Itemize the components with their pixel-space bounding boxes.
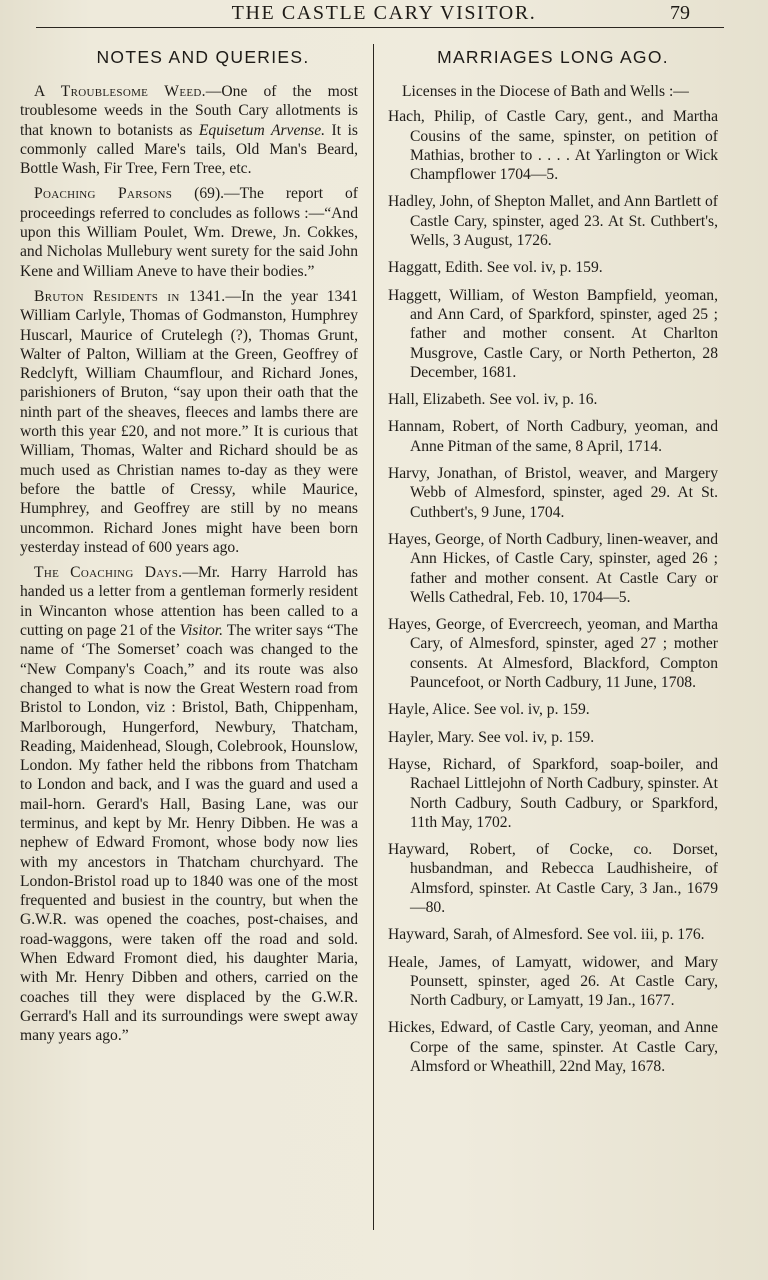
marriage-entry: Hach, Philip, of Castle Cary, gent., and Martha Cousins of the same, spinster, on petition of Mathias, brother to . . . . At Yarlington or Wick Champflower 1704—5. [388, 108, 718, 184]
note-text: It is commonly called Mare's tails, Old Man's Beard, Bottle Wash, Fir Tree, Fern Tree, etc. [20, 121, 358, 178]
marriage-entry: Hayes, George, of North Cadbury, linen-weaver, and Ann Hickes, of Castle Cary, spinster, aged 26 ; father and mother consent. At Castle Cary or Wells Cathedral, Feb. 10, 1704—5. [388, 530, 718, 606]
notes-column [20, 46, 358, 1052]
note-troublesome-weed [20, 82, 358, 178]
marriage-entry: Hayward, Robert, of Cocke, co. Dorset, husbandman, and Rebecca Laudhisheire, of Almsford, spinster. At Castle Cary, 3 Jan., 1679—80. [388, 841, 718, 916]
marriages-column [388, 46, 718, 1084]
note-italic: Visitor. [179, 622, 224, 640]
marriage-entry: Hickes, Edward, of Castle Cary, yeoman, and Anne Corpe of the same, spinster. At Castle Cary, Almsford or Wheathill, 22nd May, 1678. [388, 1019, 718, 1076]
marriage-entry: Harvy, Jonathan, of Bristol, weaver, and Margery Webb of Almesford, spinster, aged 29. At St. Cuthbert's, 9 June, 1704. [388, 465, 718, 521]
note-text: —Mr. Harry Harrold has handed us a letter from a gentleman formerly resident in Wincanton whose attention has been called to a cutting on page 21 of the [20, 564, 358, 640]
note-title: Bruton Residents in 1341. [34, 287, 226, 305]
note-text: —One of the most troublesome weeds in the South Cary allotments is that known to botanists as [20, 83, 358, 139]
note-bruton-residents [20, 287, 358, 557]
marriages-intro: Licenses in the Diocese of Bath and Wells :— [402, 83, 689, 100]
note-text: The writer says “The name of ‘The Somerset’ coach was changed to the “New Company's Coach,” and its route was also changed to what is now the Great Western road from Bristol to London, viz : Bristol, Bath, Chippenham, Marlborough, Hungerford, Newbury, Thatcham, Reading, Maidenhead, Slough, Colebrook, Hounslow, London. My father held the ribbons from Thatcham to London and back, and I was the guard and used a mail-horn. Gerard's Hall, Basing Lane, was our terminus, and kept by Mr. Henry Dibben. He was a nephew of Edward Fromont, whose body now lies with my ancestors in Thatcham churchyard. The London-Bristol road up to 1840 was one of the most frequented and busiest in the country, but when the G.W.R. was opened the coaches, post-chaises, and road-waggons, were taken off the road and sold. When Edward Fromont died, his daughter Maria, with Mr. Henry Dibben and others, carried on the coaches till they were displaced by the G.W.R. Gerrard's Hall and its surroundings were swept away many years ago.” [20, 622, 358, 1045]
marriage-entry: Hayse, Richard, of Sparkford, soap-boiler, and Rachael Littlejohn of North Cadbury, spinster. At North Cadbury, South Cadbury, or Sparkford, 11th May, 1702. [388, 755, 718, 831]
marriage-entry: Haggett, William, of Weston Bampfield, yeoman, and Ann Card, of Sparkford, spinster, aged 25 ; father and mother consent. At Charlton Musgrove, Castle Cary, or North Petherton, 28 December, 1681. [388, 286, 718, 381]
marriage-entry: Hayward, Sarah, of Almesford. See vol. iii, p. 176. [388, 926, 705, 944]
running-head [0, 0, 768, 28]
note-text: (69).—The report of proceedings referred to concludes as follows :—“And upon this William Poulet, Wm. Drewe, Jn. Cokkes, and Nicholas Mullebury went surety for the said John Kene and William Aneve to have their bodies.” [20, 185, 358, 280]
note-italic: Equisetum Arvense. [198, 121, 326, 139]
marriage-entry: Hannam, Robert, of North Cadbury, yeoman, and Anne Pitman of the same, 8 April, 1714. [388, 418, 718, 455]
note-title: A Troublesome Weed. [34, 83, 206, 100]
marriage-entry: Haggatt, Edith. See vol. iv, p. 159. [388, 259, 603, 277]
note-poaching-parsons [20, 184, 358, 280]
running-title: THE CASTLE CARY VISITOR. [231, 2, 537, 24]
notes-heading: NOTES AND QUERIES. [96, 47, 310, 67]
marriage-entry: Hayler, Mary. See vol. iv, p. 159. [388, 728, 595, 746]
page-number: 79 [670, 2, 690, 24]
marriage-entry: Heale, James, of Lamyatt, widower, and Mary Pounsett, spinster, aged 26. At Castle Cary, North Cadbury, or Lamyatt, 19 Jan., 1677. [388, 953, 718, 1010]
note-title: The Coaching Days. [34, 564, 183, 582]
column-divider [373, 44, 374, 1230]
marriages-heading: MARRIAGES LONG AGO. [437, 47, 669, 67]
marriage-entry: Hall, Elizabeth. See vol. iv, p. 16. [388, 391, 598, 409]
note-coaching-days [20, 563, 358, 1045]
marriage-entry: Hayle, Alice. See vol. iv, p. 159. [388, 701, 590, 719]
marriage-entry: Hadley, John, of Shepton Mallet, and Ann Bartlett of Castle Cary, spinster, aged 23. At St. Cuthbert's, Wells, 3 August, 1726. [388, 193, 718, 250]
header-rule [36, 27, 724, 28]
marriage-entry: Hayes, George, of Evercreech, yeoman, and Martha Cary, of Almesford, spinster, aged 27 ; mother consents. At Almesford, Blackford, Compton Pauncefoot, or North Cadbury, 11 June, 1708. [388, 616, 718, 692]
note-title: Poaching Parsons [34, 185, 173, 203]
note-text: —In the year 1341 William Carlyle, Thomas of Godmanston, Humphrey Huscarl, Maurice of Crutelegh (?), Thomas Grunt, Walter of Palton, William at the Green, Geoffrey of Redclyft, William Chaumflour, and Richard Jones, parishioners of Bruton, “say upon their oath that the ninth part of the sheaves, fleeces and lambs there are worth this year £20, and not more.” It is curious that William, Thomas, Walter and Richard should be as much used as Christian names to-day as they were before the battle of Cressy, while Maurice, Humphrey, and Geoffrey are still by no means uncommon. Richard Jones might have been born yesterday instead of 600 years ago. [20, 287, 358, 556]
